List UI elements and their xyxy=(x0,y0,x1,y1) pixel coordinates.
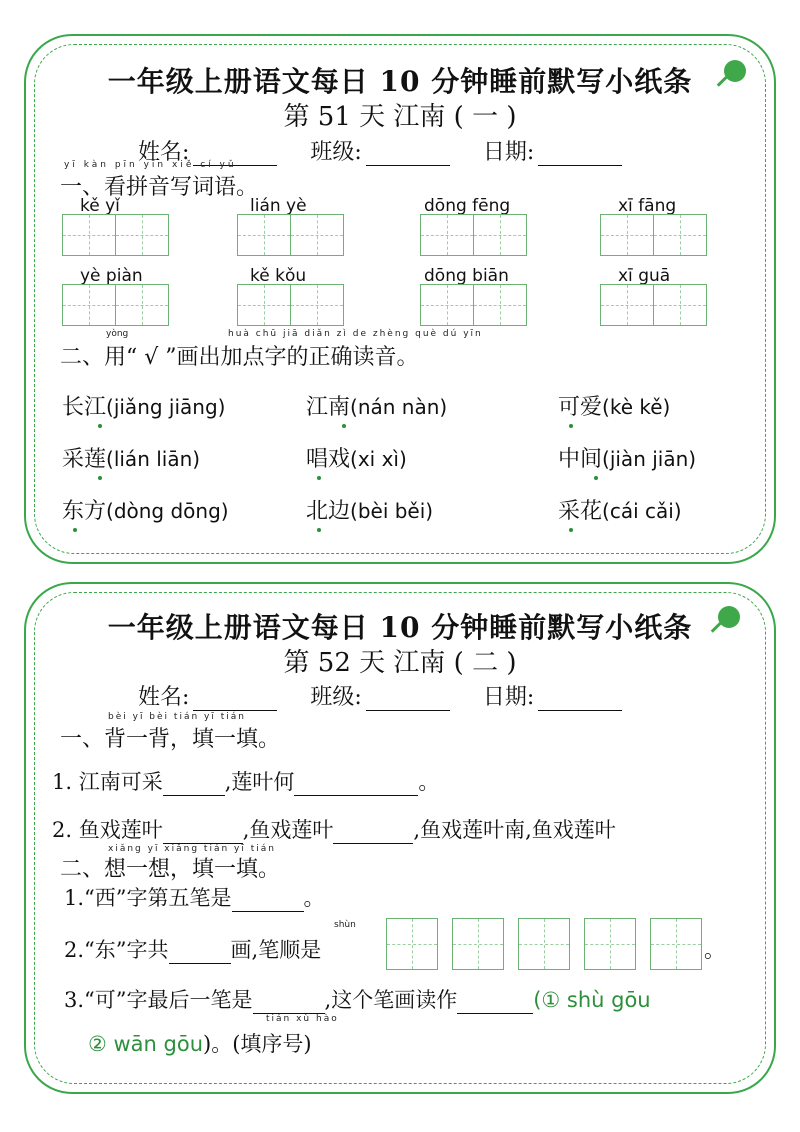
word-pinyin: dōng fēng xyxy=(424,196,511,216)
writing-grid[interactable] xyxy=(237,284,342,326)
class-label: 班级: xyxy=(310,140,362,165)
option-2: ② wān gōu xyxy=(88,1032,204,1056)
emphasis-dot xyxy=(569,424,573,428)
section1-pinyin: bèi yī bèi tián yī tián xyxy=(108,712,246,722)
reading-option[interactable]: 采花(cái cǎi) xyxy=(558,499,682,524)
writing-grid[interactable] xyxy=(600,214,705,256)
emphasis-dot xyxy=(98,424,102,428)
word-pinyin: dōng biān xyxy=(424,266,509,286)
name-label: 姓名: xyxy=(138,685,190,710)
answer-blank[interactable] xyxy=(169,963,231,964)
reading-option[interactable]: 唱戏(xi xì) xyxy=(306,447,407,472)
section2-pinyin: huà chū jiā diǎn zì de zhèng què dú yīn xyxy=(228,329,483,339)
reading-option[interactable]: 采莲(lián liān) xyxy=(62,447,201,472)
class-blank[interactable] xyxy=(366,710,450,711)
writing-grid[interactable] xyxy=(420,284,525,326)
emphasis-dot xyxy=(594,476,598,480)
date-label: 日期: xyxy=(482,685,535,710)
pushpin-icon xyxy=(718,606,740,628)
emphasis-dot xyxy=(342,424,346,428)
writing-grid[interactable] xyxy=(420,214,525,256)
emphasis-dot xyxy=(73,528,77,532)
section2-title: 二、用“ √ ”画出加点字的正确读音。 xyxy=(60,345,419,370)
reading-option[interactable]: 长江(jiǎng jiāng) xyxy=(62,395,226,420)
section2-title: 二、想一想，填一填。 xyxy=(60,857,281,882)
answer-blank[interactable] xyxy=(232,911,304,912)
word-pinyin: yè piàn xyxy=(80,266,143,286)
lesson-subtitle: 第 52 天 江南 ( 二 ) xyxy=(283,648,517,678)
answer-blank[interactable] xyxy=(333,843,413,844)
emphasis-dot xyxy=(569,528,573,532)
section1-title: 一、背一背，填一填。 xyxy=(60,727,281,752)
writing-grid[interactable] xyxy=(237,214,342,256)
answer-blank[interactable] xyxy=(457,1013,533,1014)
stroke-question-3: 3.“可”字最后一笔是 ,这个笔画读作 (① shù gōu xyxy=(64,988,651,1012)
section1-pinyin: yī kàn pīn yīn xiě cí yǔ xyxy=(64,160,237,170)
word-pinyin: kě yǐ xyxy=(80,196,120,216)
section1-title: 一、看拼音写词语。 xyxy=(60,175,259,200)
word-pinyin: kě kǒu xyxy=(250,266,307,286)
writing-grid[interactable] xyxy=(600,284,705,326)
date-blank[interactable] xyxy=(538,710,622,711)
answer-blank[interactable] xyxy=(163,795,225,796)
lesson-subtitle: 第 51 天 江南 ( 一 ) xyxy=(283,102,517,132)
pushpin-icon xyxy=(724,60,746,82)
class-blank[interactable] xyxy=(366,165,450,166)
word-pinyin: xī guā xyxy=(618,266,671,286)
stroke-question-3-cont: ② wān gōu)。(填序号) xyxy=(88,1032,312,1056)
worksheet-title: 一年级上册语文每日 10 分钟睡前默写小纸条 xyxy=(107,611,693,644)
name-blank[interactable] xyxy=(193,710,277,711)
worksheet-title: 一年级上册语文每日 10 分钟睡前默写小纸条 xyxy=(107,65,693,98)
period: 。 xyxy=(704,938,725,962)
option-1: (① shù gōu xyxy=(533,988,651,1012)
reading-option[interactable]: 江南(nán nàn) xyxy=(306,395,448,420)
tianxuhao-pinyin: tián xù hào xyxy=(266,1014,339,1024)
writing-grid[interactable] xyxy=(62,214,167,256)
section2-pinyin-yong: yòng xyxy=(106,329,129,339)
reading-option[interactable]: 可爱(kè kě) xyxy=(558,395,671,420)
shun-pinyin: shùn xyxy=(334,920,356,930)
stroke-question-2: 2.“东”字共 画,笔顺是 xyxy=(64,938,322,962)
reading-option[interactable]: 北边(bèi běi) xyxy=(306,499,434,524)
reading-option[interactable]: 东方(dòng dōng) xyxy=(62,499,229,524)
poem-question-2: 2. 鱼戏莲叶 ,鱼戏莲叶 ,鱼戏莲叶南,鱼戏莲叶 xyxy=(52,818,616,842)
class-label: 班级: xyxy=(310,685,362,710)
emphasis-dot xyxy=(317,476,321,480)
emphasis-dot xyxy=(98,476,102,480)
writing-grid[interactable] xyxy=(62,284,167,326)
date-blank[interactable] xyxy=(538,165,622,166)
word-pinyin: lián yè xyxy=(250,196,307,216)
reading-option[interactable]: 中间(jiàn jiān) xyxy=(558,447,697,472)
date-label: 日期: xyxy=(482,140,535,165)
name-label: 姓名: xyxy=(138,140,190,165)
stroke-question-1: 1.“西”字第五笔是 。 xyxy=(64,886,325,910)
student-info-row xyxy=(138,680,622,711)
poem-question-1: 1. 江南可采 ,莲叶何 。 xyxy=(52,770,440,794)
answer-blank[interactable] xyxy=(294,795,418,796)
word-pinyin: xī fāng xyxy=(618,196,677,216)
stroke-order-grid[interactable] xyxy=(386,918,716,970)
section2-pinyin: xiǎng yī xiǎng tián yī tián xyxy=(108,844,276,854)
emphasis-dot xyxy=(317,528,321,532)
